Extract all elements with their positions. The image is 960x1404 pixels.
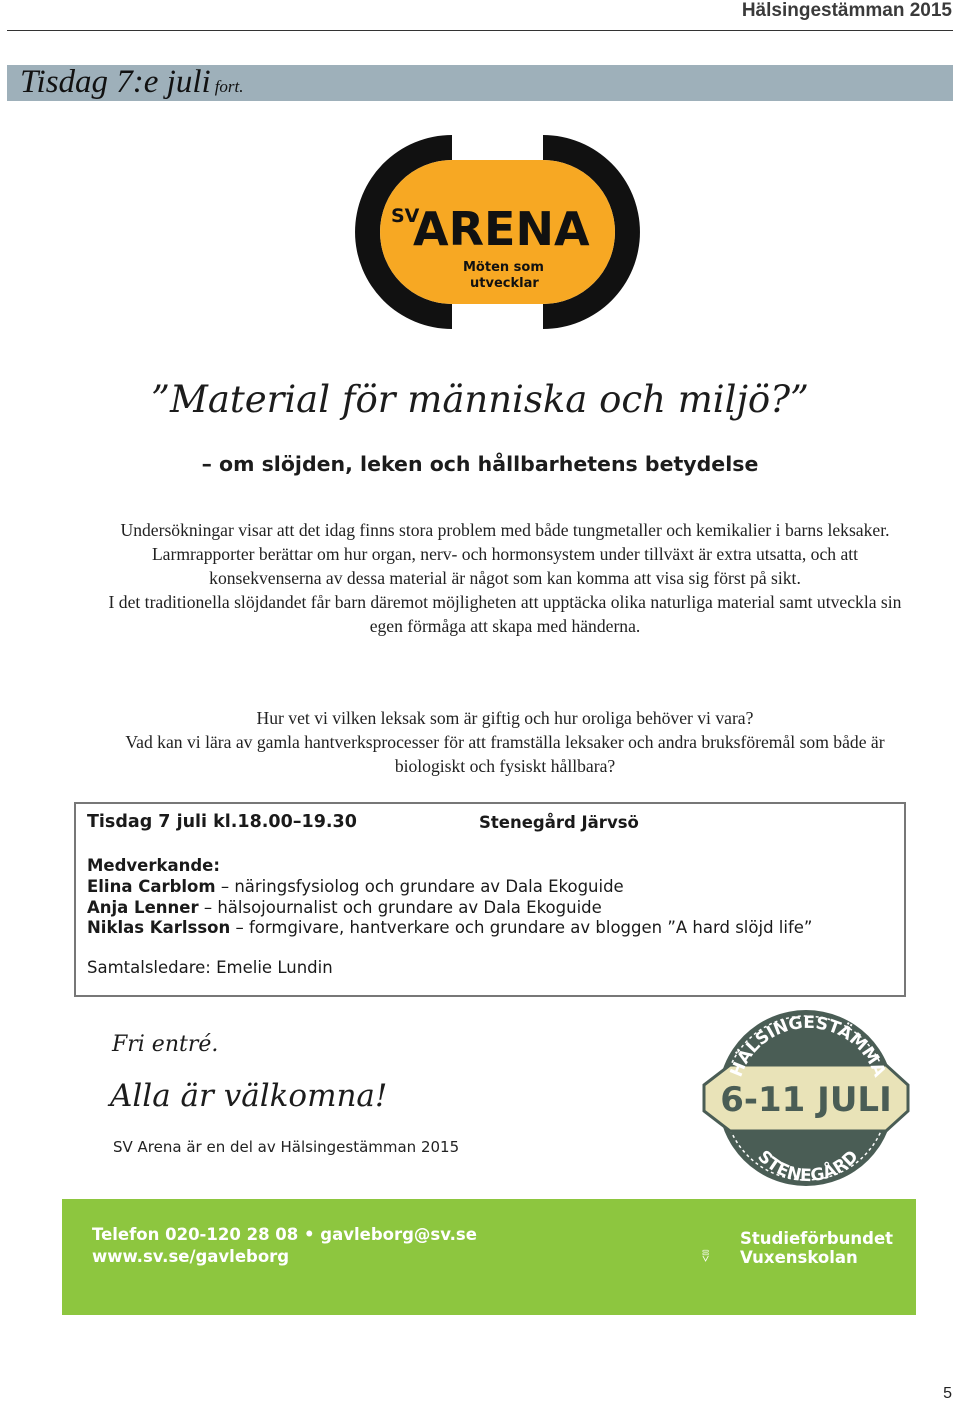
logo-tagline-2: utvecklar (470, 276, 539, 291)
organization-line-2: Vuxenskolan (740, 1248, 858, 1267)
participant (87, 898, 602, 917)
question-1: Hur vet vi vilken leksak som är giftig och hur oroliga behöver vi vara? (256, 708, 754, 728)
contact-website: www.sv.se/gavleborg (92, 1247, 290, 1266)
studieforbundet-logo (702, 1223, 742, 1289)
badge-top-text: HÄLSINGESTÄMMA (726, 1012, 890, 1080)
event-subheadline: – om slöjden, leken och hållbarhetens betydelse (201, 452, 759, 476)
event-headline: ”Material för människa och miljö?” (151, 378, 809, 421)
participants-heading: Medverkande: (87, 856, 220, 875)
logo-arena-text: ARENA (413, 202, 590, 256)
day-heading-text: Tisdag 7:e juli (20, 64, 211, 100)
day-heading-suffix: fort. (214, 77, 244, 96)
participant-name: Elina Carblom (87, 877, 216, 896)
moderator: Samtalsledare: Emelie Lundin (87, 958, 333, 977)
event-venue: Stenegård Järvsö (479, 813, 639, 832)
participant (87, 918, 812, 937)
organization-name (740, 1229, 893, 1267)
halsingestamma-badge (700, 1003, 912, 1188)
event-datetime: Tisdag 7 juli kl.18.00–19.30 (87, 812, 357, 832)
contact-info (92, 1224, 477, 1268)
free-entry-text: Fri entré. (112, 1032, 219, 1057)
welcome-text: Alla är välkomna! (110, 1078, 388, 1114)
sv-arena-logo (355, 132, 645, 332)
organization-line-1: Studieförbundet (740, 1229, 894, 1248)
badge-bottom-text: STENEGÅRD (753, 1146, 863, 1187)
participant-role: – formgivare, hantverkare och grundare av bloggen ”A hard slöjd life” (230, 918, 813, 937)
participant-role: – hälsojournalist och grundare av Dala Ekoguide (198, 898, 602, 917)
intro-paragraph-2: I det traditionella slöjdandet får barn däremot möjligheten att upptäcka olika naturliga material samt utveckla sin egen förmåga att skapa med händerna. (108, 592, 902, 636)
participant (87, 877, 624, 896)
contact-phone-email: Telefon 020-120 28 08 • gavleborg@sv.se (92, 1225, 477, 1244)
page-number: 5 (943, 1385, 952, 1402)
header-divider (7, 30, 953, 31)
document-header-title: Hälsingestämman 2015 (741, 0, 952, 21)
question-2: Vad kan vi lära av gamla hantverksprocesser för att framställa leksaker och andra bruksföremål som både är biologiskt och fysiskt hållbara? (125, 732, 885, 776)
badge-dates: 6-11 JULI (720, 1080, 892, 1120)
participant-name: Anja Lenner (87, 898, 199, 917)
event-intro (100, 518, 910, 638)
contact-bar (62, 1199, 916, 1315)
event-info-box (74, 802, 906, 997)
logo-sv-text: SV (391, 205, 420, 227)
participant-name: Niklas Karlsson (87, 918, 231, 937)
part-of-text: SV Arena är en del av Hälsingestämman 2015 (113, 1138, 460, 1156)
intro-paragraph-1: Undersökningar visar att det idag finns stora problem med både tungmetaller och kemikalier i barns leksaker. Larmrapporter berättar om hur organ, nerv- och hormonsystem under tillväxt är extra utsatta, och att konsekvenserna av dessa material är något som kan komma att visa sig först på sikt. (120, 520, 890, 588)
day-heading (20, 64, 244, 101)
participant-role: – näringsfysiolog och grundare av Dala Ekoguide (215, 877, 624, 896)
logo-tagline-1: Möten som (463, 260, 544, 275)
event-questions (110, 706, 900, 778)
